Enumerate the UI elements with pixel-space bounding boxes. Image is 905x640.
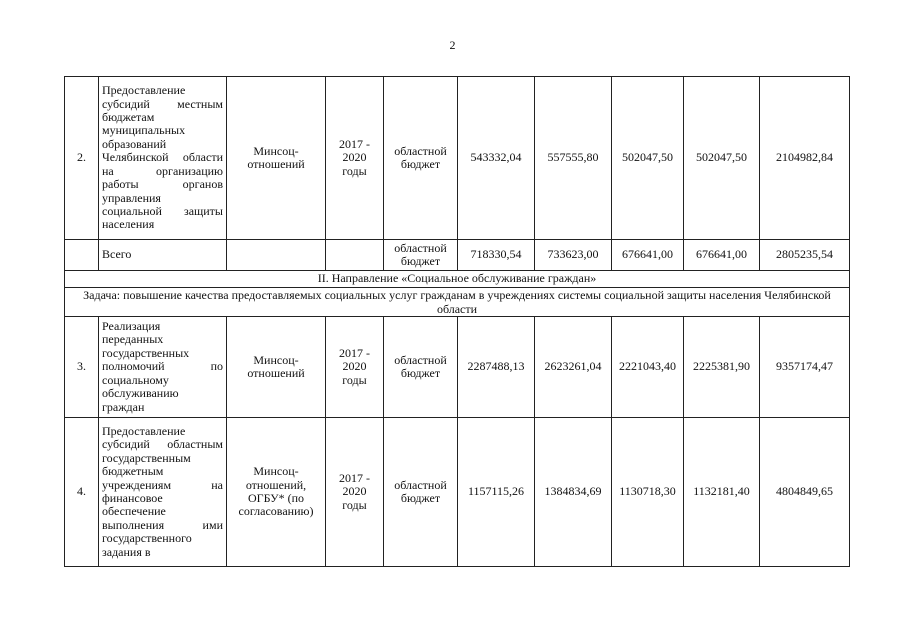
value-2020: 502047,50	[684, 77, 760, 240]
measure-name: Реализация переданных государственных полномочий по социальному обслуживанию граждан	[99, 317, 227, 418]
executor: Минсоц-отношений	[227, 77, 326, 240]
period: 2017 - 2020 годы	[326, 77, 384, 240]
value-2017: 543332,04	[458, 77, 535, 240]
table-row-item-4	[65, 418, 850, 567]
value-2020: 1132181,40	[684, 418, 760, 567]
table-row-item-3	[65, 317, 850, 418]
row-number: 2.	[65, 77, 99, 240]
table-row-task	[65, 288, 850, 317]
executor: Минсоц-отношений, ОГБУ* (по согласованию)	[227, 418, 326, 567]
funding-source: областной бюджет	[384, 418, 458, 567]
funding-source: областной бюджет	[384, 240, 458, 271]
funding-source: областной бюджет	[384, 77, 458, 240]
value-2017: 2287488,13	[458, 317, 535, 418]
value-2020: 676641,00	[684, 240, 760, 271]
value-2019: 502047,50	[612, 77, 684, 240]
value-total: 2805235,54	[760, 240, 850, 271]
value-2020: 2225381,90	[684, 317, 760, 418]
funding-source: областной бюджет	[384, 317, 458, 418]
value-2019: 2221043,40	[612, 317, 684, 418]
program-table	[64, 76, 850, 567]
total-label: Всего	[99, 240, 227, 271]
row-number: 3.	[65, 317, 99, 418]
period: 2017 - 2020 годы	[326, 317, 384, 418]
task-heading: Задача: повышение качества предоставляемых социальных услуг гражданам в учреждениях системы социальной защиты населения Челябинской области	[65, 288, 850, 317]
measure-name: Предоставление субсидий областным государственным бюджетным учреждениям на финансовое обеспечение выполнения ими государственного задания в	[99, 418, 227, 567]
value-2019: 1130718,30	[612, 418, 684, 567]
executor: Минсоц-отношений	[227, 317, 326, 418]
value-2017: 718330,54	[458, 240, 535, 271]
value-2018: 557555,80	[535, 77, 612, 240]
value-total: 4804849,65	[760, 418, 850, 567]
table-row-total	[65, 240, 850, 271]
executor-empty	[227, 240, 326, 271]
row-number: 4.	[65, 418, 99, 567]
value-2018: 2623261,04	[535, 317, 612, 418]
value-total: 2104982,84	[760, 77, 850, 240]
value-2017: 1157115,26	[458, 418, 535, 567]
value-total: 9357174,47	[760, 317, 850, 418]
page-number: 2	[449, 38, 456, 52]
row-number-empty	[65, 240, 99, 271]
value-2018: 733623,00	[535, 240, 612, 271]
period: 2017 - 2020 годы	[326, 418, 384, 567]
table-row-item-2	[65, 77, 850, 240]
table-row-section	[65, 271, 850, 288]
measure-name: Предоставление субсидий местным бюджетам муниципальных образований Челябинской области на организацию работы органов управления социальной защиты населения	[99, 77, 227, 240]
value-2018: 1384834,69	[535, 418, 612, 567]
period-empty	[326, 240, 384, 271]
section-heading: II. Направление «Социальное обслуживание граждан»	[65, 271, 850, 288]
value-2019: 676641,00	[612, 240, 684, 271]
